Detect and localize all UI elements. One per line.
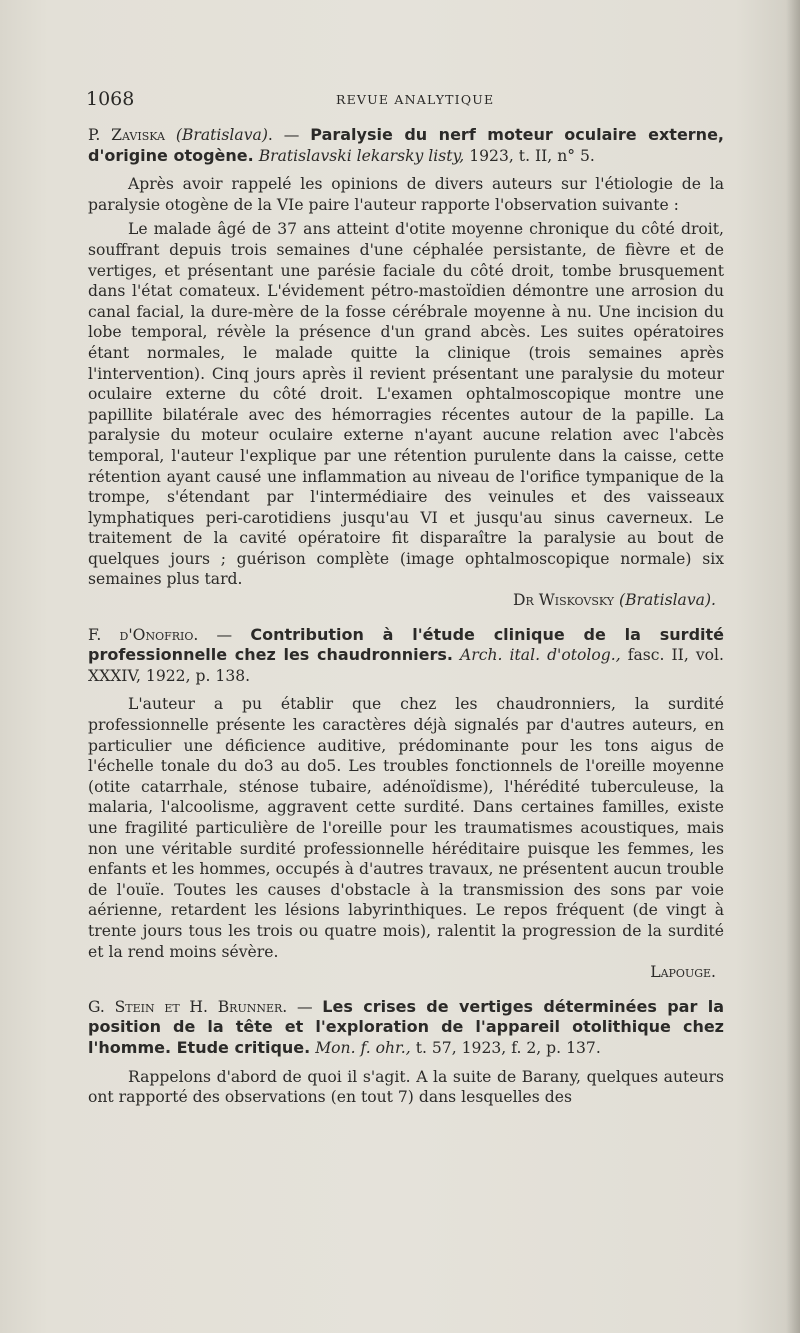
article-signature bbox=[88, 590, 716, 611]
article-reference: fasc. II, vol. XXXIV, 1922, p. 138. bbox=[88, 646, 724, 685]
page-header bbox=[86, 88, 726, 114]
review-content bbox=[88, 125, 724, 1122]
article-reference: 1923, t. II, n° 5. bbox=[469, 146, 595, 165]
article-title: Paralysie du nerf moteur oculaire externe, d'origine otogène. bbox=[88, 125, 724, 165]
article-paragraph: Rappelons d'abord de quoi il s'agit. A la suite de Barany, quelques auteurs ont rapporté des observations (en tout 7) dans lesquelles des bbox=[88, 1067, 724, 1107]
article-author: G. Stein et H. Brunner. bbox=[88, 997, 288, 1016]
article-paragraph: Le malade âgé de 37 ans atteint d'otite moyenne chronique du côté droit, souffrant depuis trois semaines d'une céphalée persistante, de fièvre et de vertiges, et présentant une parésie faciale du côté droit, tombe brusquement dans l'état comateux. L'évidement pétro-mastoïdien démontre une arrosion du canal facial, la dure-mère de la fosse cérébrale moyenne à nu. Une incision du lobe temporal, révèle la présence d'un grand abcès. Les suites opératoires étant normales, le malade quitte la clinique (trois semaines après l'intervention). Cinq jours après il revient présentant une paralysie du moteur oculaire externe du côté droit. L'examen ophtalmoscopique montre une papillite bilatérale avec des hémorragies récentes autour de la papille. La paralysie du moteur oculaire externe n'ayant aucune relation avec l'abcès temporal, l'auteur l'explique par une rétention purulente dans la caisse, cette rétention ayant causé une inflammation au niveau de l'orifice tympanique de la trompe, s'étendant par l'intermédiaire des veinules et des vaisseaux lymphatiques peri-carotidiens jusqu'au VI et jusqu'au sinus caverneux. Le traitement de la cavité opératoire fit disparaître la paralysie au bout de quelques jours ; guérison complète (image ophtalmoscopique normale) six semaines plus tard. bbox=[88, 220, 724, 589]
article-journal: Bratislavski lekarsky listy, bbox=[258, 146, 465, 165]
article-author: P. Zaviska bbox=[88, 126, 165, 144]
signature-place: (Bratislava). bbox=[619, 591, 716, 610]
article-paragraph: Après avoir rappelé les opinions de divers auteurs sur l'étiologie de la paralysie otogène de la VIe paire l'auteur rapporte l'observation suivante : bbox=[88, 175, 724, 214]
article-reference: t. 57, 1923, f. 2, p. 137. bbox=[415, 1038, 601, 1057]
article-journal: Arch. ital. d'otolog., bbox=[460, 646, 621, 665]
citation-separator: . — bbox=[267, 126, 300, 144]
review-article bbox=[88, 125, 724, 611]
article-paragraph: L'auteur a pu établir que chez les chaudronniers, la surdité professionnelle présente les caractères déjà signalés par d'autres auteurs, en particulier une déficience auditive, prédominante pour les tons aigus de l'échelle tonale du do3 au do5. Les troubles fonctionnels de l'oreille moyenne (otite catarrhale, sténose tubaire, adénoïdisme), l'hérédité tuberculeuse, la malaria, l'alcoolisme, aggravent cette surdité. Dans certaines familles, existe une fragilité particulière de l'oreille pour les traumatismes acoustiques, mais non une véritable surdité professionnelle héréditaire puisque les femmes, les enfants et les hommes, occupés à d'autres travaux, ne présentent aucun trouble de l'ouïe. Toutes les causes d'obstacle à la transmission des sons par voie aérienne, retardent les lésions labyrinthiques. Le repos fréquent (de vingt à trente jours tous les trois ou quatre mois), ralentit la progression de la surdité et la rend moins sévère. bbox=[88, 695, 724, 961]
article-affiliation: (Bratislava) bbox=[175, 126, 268, 144]
article-title: Les crises de vertiges déterminées par la position de la tête et l'exploration de l'appareil otolithique chez l'homme. Etude critique. bbox=[88, 996, 724, 1057]
article-signature bbox=[88, 962, 716, 983]
article-title: Contribution à l'étude clinique de la surdité professionnelle chez les chaudronniers. bbox=[88, 624, 725, 665]
citation-separator: — bbox=[216, 625, 233, 644]
article-journal: Mon. f. ohr., bbox=[315, 1038, 411, 1057]
article-citation bbox=[88, 625, 724, 687]
review-article bbox=[88, 997, 724, 1108]
article-citation bbox=[88, 125, 724, 166]
running-title: REVUE ANALYTIQUE bbox=[336, 92, 495, 107]
review-article bbox=[88, 625, 724, 983]
signature-name: Lapouge. bbox=[650, 963, 716, 982]
page-number: 1068 bbox=[86, 88, 135, 110]
article-citation bbox=[88, 997, 724, 1059]
article-author: F. d'Onofrio. bbox=[88, 625, 199, 644]
citation-separator: — bbox=[296, 997, 313, 1016]
page-edge-shadow bbox=[786, 0, 800, 1333]
signature-name: Dr Wiskovsky bbox=[512, 591, 615, 610]
